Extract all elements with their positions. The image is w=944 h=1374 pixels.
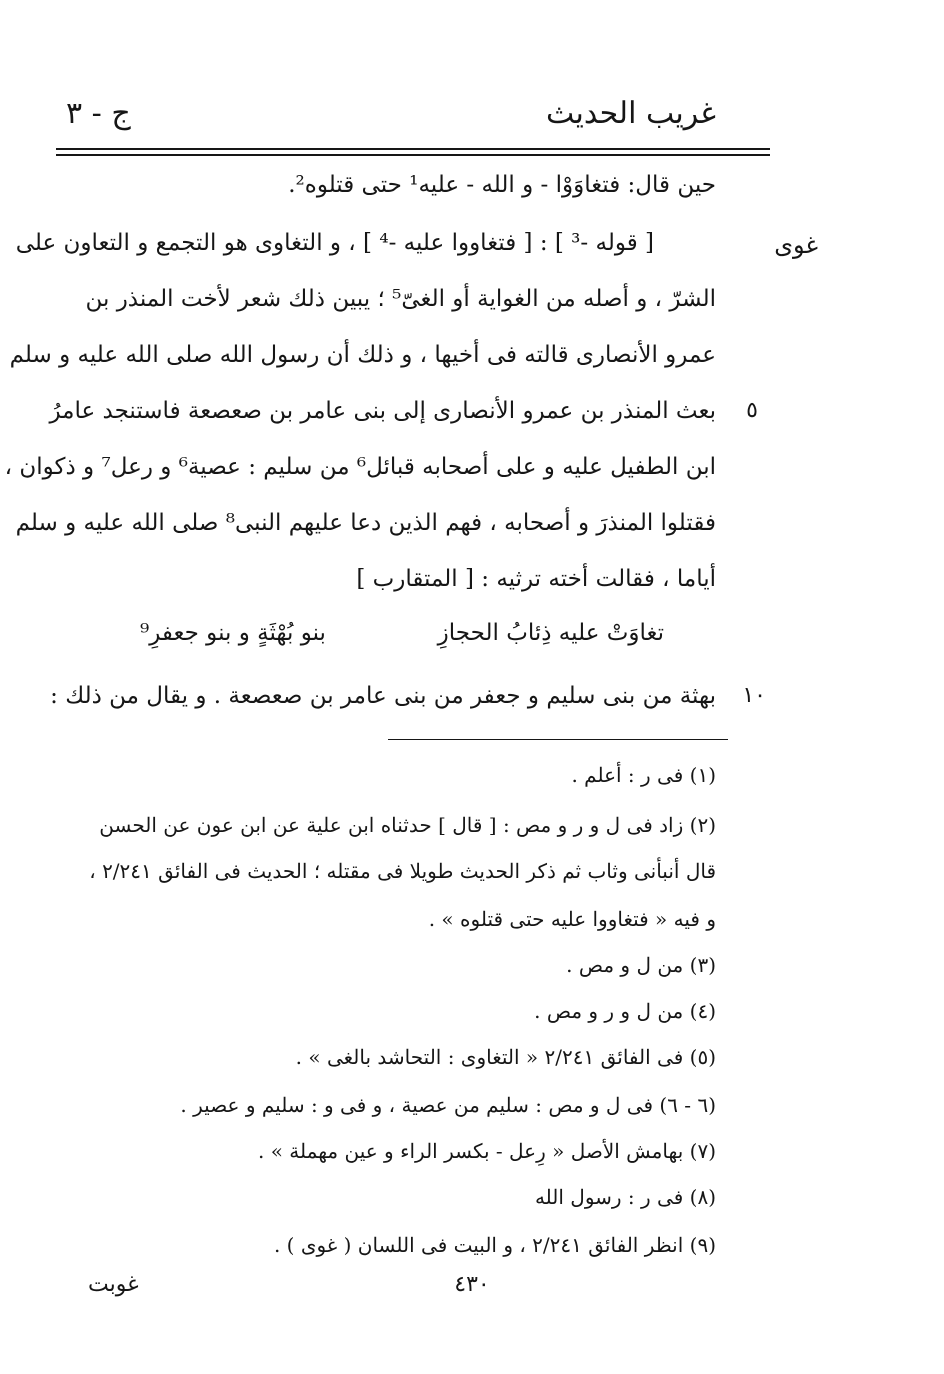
page-number: ٤٣٠ <box>454 1272 490 1297</box>
body-line-7: فقتلوا المنذرَ و أصحابه ، فهم الذين دعا عليهم النبى⁸ صلى الله عليه و سلم <box>15 510 716 536</box>
footnote-7: (٧) بهامش الأصل « رِعل - بكسر الراء و عين مهملة » . <box>258 1139 716 1163</box>
verse-first-hemistich: تغاوَتْ عليه ذِئابُ الحجازِ <box>437 620 664 646</box>
footnote-9: (٩) انظر الفائق ٢/٢٤١ ، و البيت فى اللسان ( غوى ) . <box>273 1233 716 1257</box>
poem-verse <box>140 614 664 652</box>
body-line-10: بهثة من بنى سليم و جعفر من بنى عامر بن صعصعة . و يقال من ذلك : <box>50 683 716 709</box>
volume-label: ج - ٣ <box>66 96 131 131</box>
footnote-2-end: و فيه « فتغاووا عليه حتى قتلوه » . <box>428 907 716 931</box>
footnote-2: (٢) زاد فى ل و ر و مص : [ قال ] حدثناه ابن علية عن ابن عون عن الحسن <box>99 813 716 837</box>
body-line-5: بعث المنذر بن عمرو الأنصارى إلى بنى عامر بن صعصعة فاستنجد عامرُ <box>49 398 716 424</box>
footnote-5: (٥) فى الفائق ٢/٢٤١ « التغاوى : التحاشد بالغى » . <box>295 1045 716 1069</box>
header-rule-bottom <box>56 154 770 156</box>
body-line-1: حين قال: فتغاوَوْا - و الله - عليه¹ حتى قتلوه². <box>288 172 716 198</box>
body-line-8: أياما ، فقالت أخته ترثيه : [ المتقارب ] <box>356 566 716 592</box>
footnote-2-continued: قال أنبأنى وثاب ثم ذكر الحديث طويلا فى مقتله ؛ الحديث فى الفائق ٢/٢٤١ ، <box>89 859 716 883</box>
line-number-10: ١٠ <box>742 683 766 708</box>
footnote-6: (٦ - ٦) فى ل و مص : سليم من عصية ، و فى و : سليم و عصير . <box>180 1093 716 1117</box>
body-line-4: عمرو الأنصارى قالته فى أخيها ، و ذلك أن رسول الله صلى الله عليه و سلم <box>9 342 716 368</box>
footnote-8: (٨) فى ر : رسول الله <box>534 1185 716 1209</box>
header-rule-top <box>56 148 770 150</box>
body-line-6: ابن الطفيل عليه و على أصحابه قبائل⁶ من سليم : عصية⁶ و رعل⁷ و ذكوان ، <box>4 454 716 480</box>
footnote-4: (٤) من ل و ر و مص . <box>534 999 716 1023</box>
footnote-separator <box>388 739 728 740</box>
running-title: غريب الحديث <box>546 96 716 131</box>
line-number-5: ٥ <box>746 398 758 423</box>
verse-second-hemistich: بنو بُهْثَةٍ و بنو جعفرِ⁹ <box>140 620 326 646</box>
marginal-headword: غوى <box>774 231 818 259</box>
footnote-1: (١) فى ر : أعلم . <box>571 763 716 787</box>
body-line-2: [ قوله -³ ] : [ فتغاووا عليه -⁴ ] ، و التغاوى هو التجمع و التعاون على <box>15 230 654 256</box>
footnote-3: (٣) من ل و مص . <box>566 953 716 977</box>
signature-mark: غوبت <box>88 1272 139 1297</box>
body-line-3: الشرّ ، و أصله من الغواية أو الغىّ⁵ ؛ يبين ذلك شعر لأخت المنذر بن <box>85 286 716 312</box>
